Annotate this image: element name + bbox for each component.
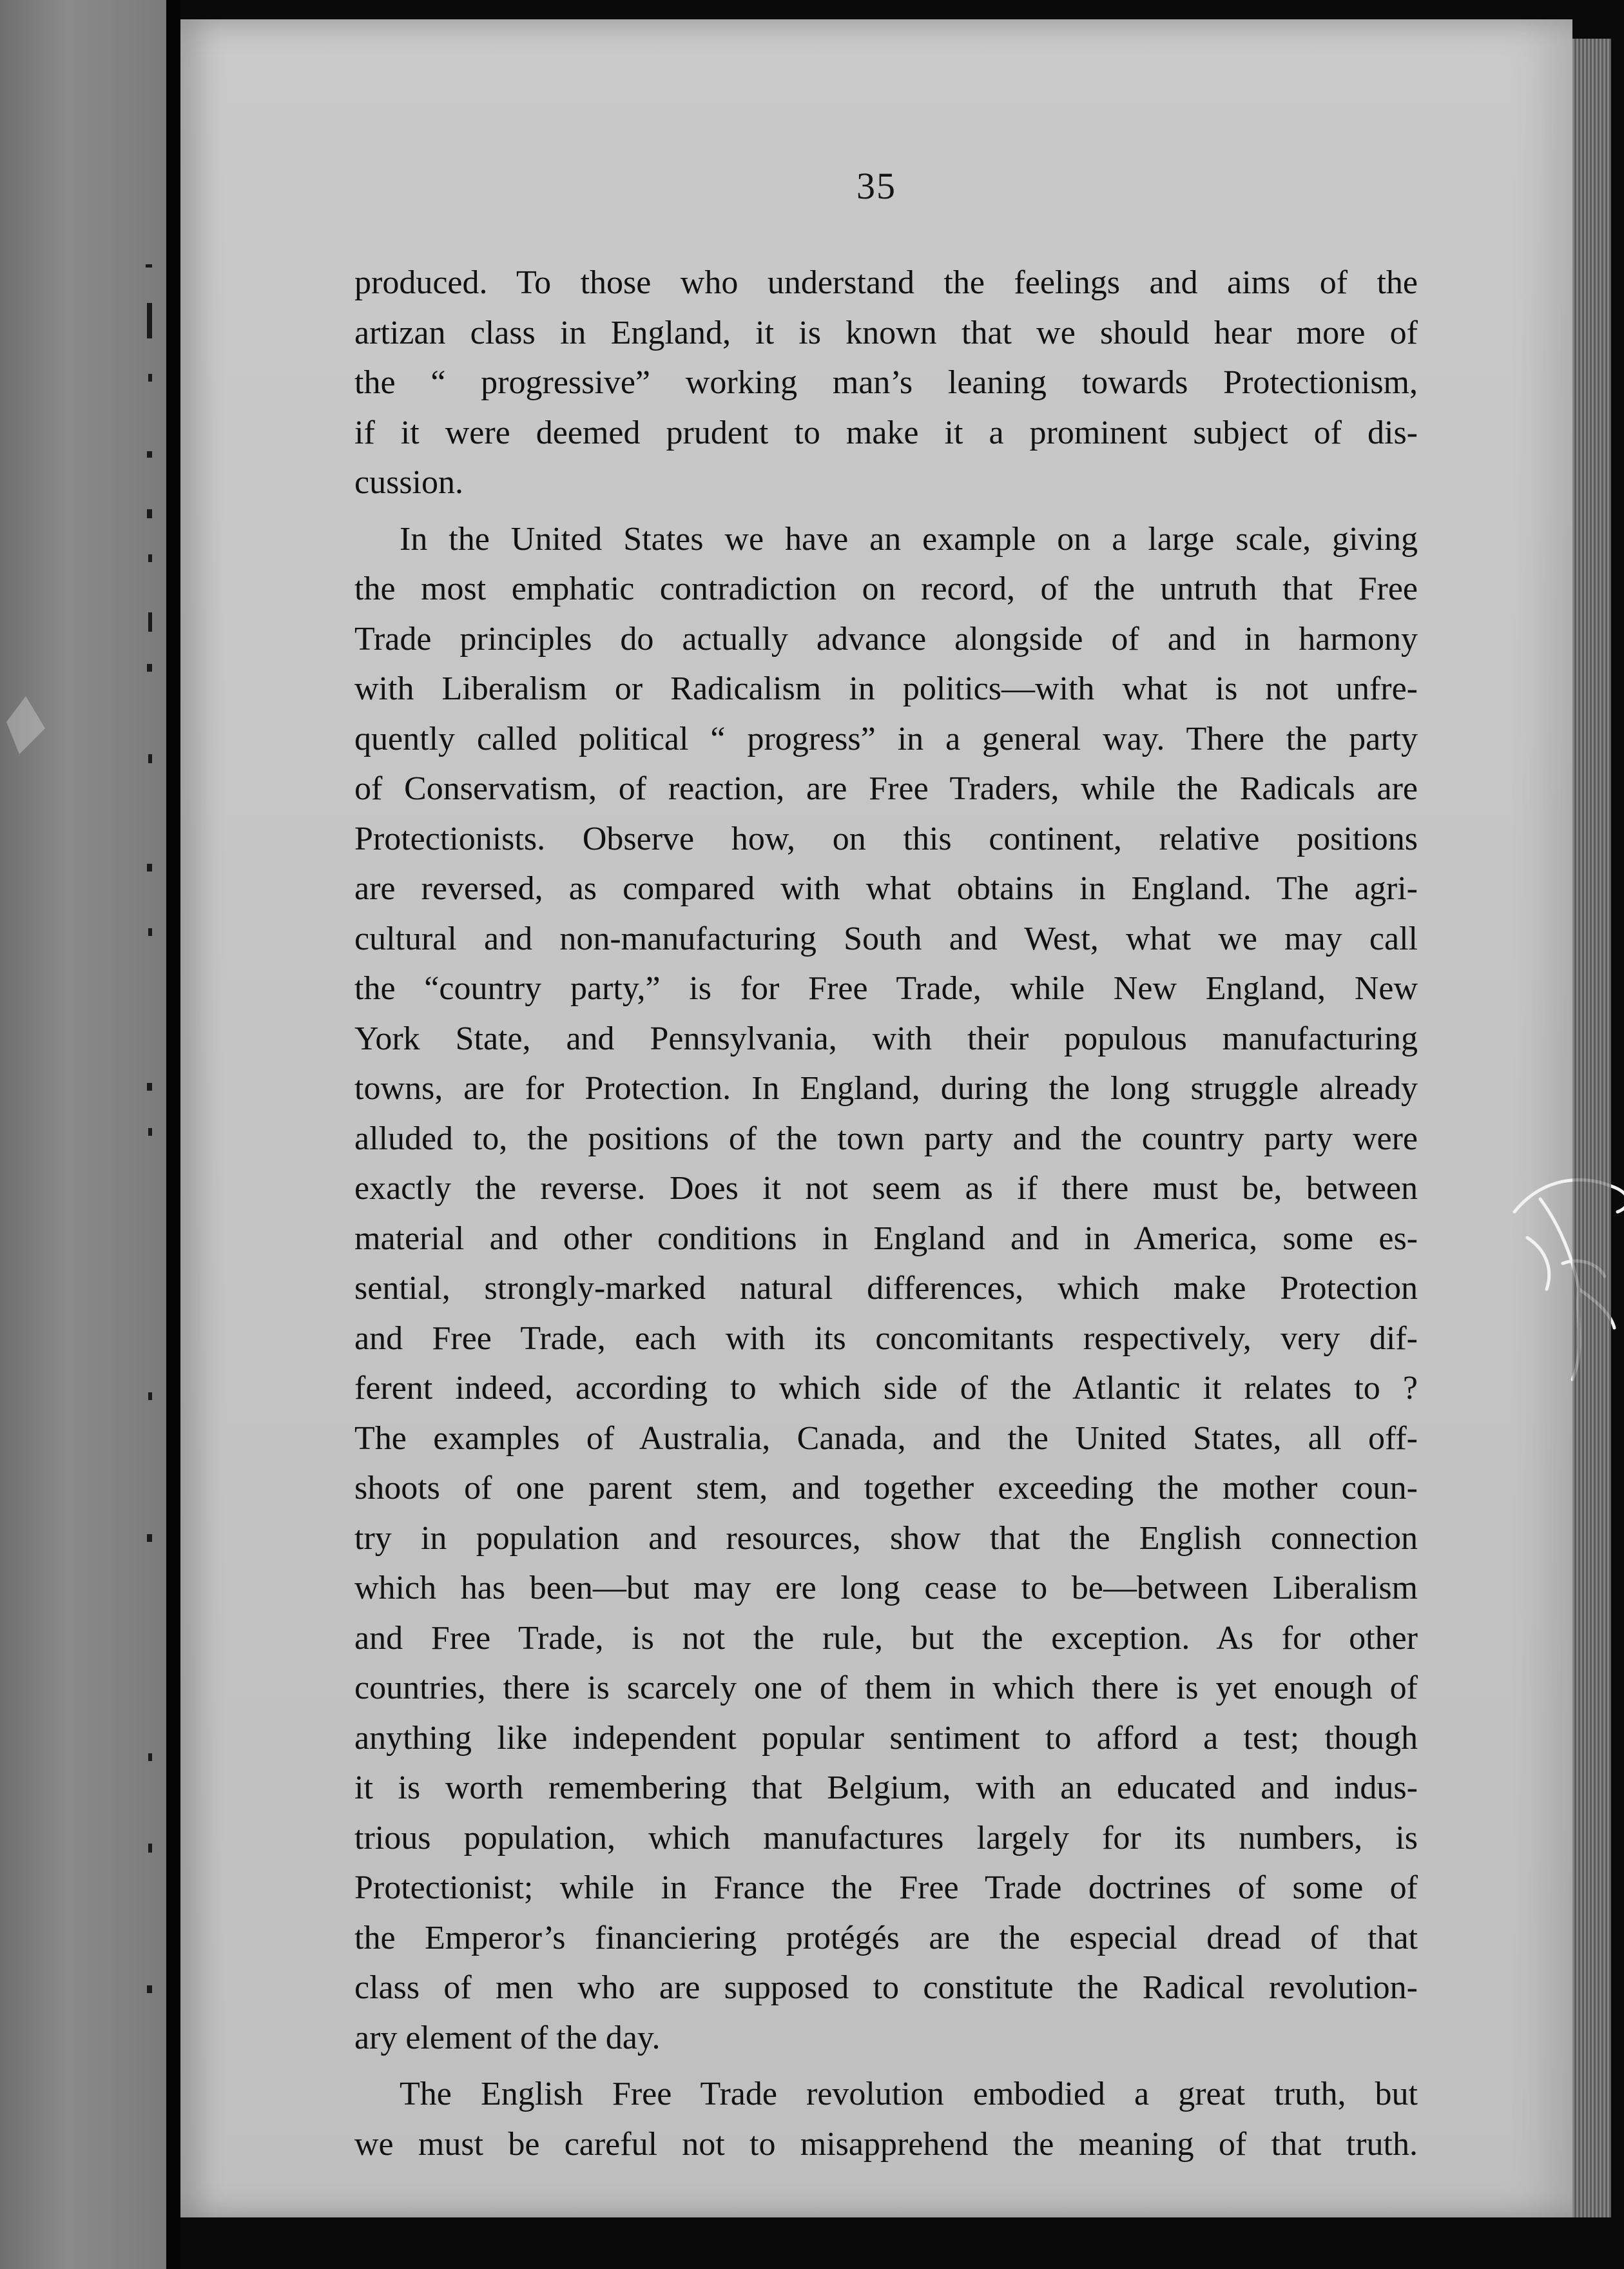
text-line: countries, there is scarcely one of them in which there is yet enough of xyxy=(354,1670,1418,1706)
text-line: class of men who are supposed to constitute the Radical revolution- xyxy=(354,1969,1418,2006)
book-gutter xyxy=(166,0,180,2269)
text-line: alluded to, the positions of the town party and the country party were xyxy=(354,1120,1418,1157)
text-line: the “country party,” is for Free Trade, while New England, New xyxy=(354,970,1418,1007)
text-line: trious population, which manufactures largely for its numbers, is xyxy=(354,1819,1418,1856)
page-number: 35 xyxy=(856,165,896,207)
text-line: The examples of Australia, Canada, and the United States, all off- xyxy=(354,1419,1418,1457)
paragraph xyxy=(354,2069,1418,2169)
text-line: artizan class in England, it is known that we should hear more of xyxy=(354,314,1418,351)
text-line: shoots of one parent stem, and together exceeding the mother coun- xyxy=(354,1470,1418,1506)
page-stack-edge xyxy=(1572,39,1611,2217)
text-line: Trade principles do actually advance alongside of and in harmony xyxy=(354,620,1418,657)
text-line: York State, and Pennsylvania, with their populous manufacturing xyxy=(354,1020,1418,1057)
text-line: produced. To those who understand the feelings and aims of the xyxy=(354,264,1418,301)
facing-page-edge xyxy=(0,0,166,2269)
text-line: In the United States we have an example on a large scale, giving xyxy=(400,520,1418,558)
book-page xyxy=(180,19,1572,2217)
paragraph xyxy=(354,258,1418,508)
paragraph-gap xyxy=(354,2063,1418,2069)
text-line: The English Free Trade revolution embodied a great truth, but xyxy=(400,2076,1418,2112)
text-line: if it were deemed prudent to make it a prominent subject of dis- xyxy=(354,414,1418,451)
text-line: and Free Trade, each with its concomitants respectively, very dif- xyxy=(354,1320,1418,1357)
paragraph-gap xyxy=(354,508,1418,514)
body-text xyxy=(354,258,1418,2169)
facing-page-marks xyxy=(0,0,166,2269)
text-line: material and other conditions in England and in America, some es- xyxy=(354,1220,1418,1257)
text-line: the Emperor’s financiering protégés are the especial dread of that xyxy=(354,1919,1418,1956)
text-line: ary element of the day. xyxy=(354,2019,661,2056)
text-line: are reversed, as compared with what obtains in England. The agri- xyxy=(354,870,1418,907)
text-line: the “ progressive” working man’s leaning towards Protectionism, xyxy=(354,364,1418,401)
text-line: we must be careful not to misapprehend the meaning of that truth. xyxy=(354,2125,1418,2163)
text-line: anything like independent popular sentiment to afford a test; though xyxy=(354,1719,1418,1757)
text-line: quently called political “ progress” in a general way. There the party xyxy=(354,720,1418,757)
text-line: try in population and resources, show that the English connection xyxy=(354,1519,1418,1557)
text-line: which has been—but may ere long cease to be—between Liberalism xyxy=(354,1570,1418,1606)
text-line: cultural and non-manufacturing South and West, what we may call xyxy=(354,920,1418,957)
text-line: the most emphatic contradiction on record, of the untruth that Free xyxy=(354,570,1418,607)
text-line: and Free Trade, is not the rule, but the exception. As for other xyxy=(354,1619,1418,1657)
text-line: exactly the reverse. Does it not seem as if there must be, between xyxy=(354,1170,1418,1207)
text-line: sential, strongly-marked natural differences, which make Protection xyxy=(354,1270,1418,1307)
text-line: with Liberalism or Radicalism in politics—with what is not unfre- xyxy=(354,670,1418,707)
text-line: ferent indeed, according to which side of the Atlantic it relates to ? xyxy=(354,1370,1418,1407)
text-line: Protectionists. Observe how, on this continent, relative positions xyxy=(354,820,1418,857)
text-line: cussion. xyxy=(354,464,463,501)
text-line: it is worth remembering that Belgium, with an educated and indus- xyxy=(354,1769,1418,1806)
paragraph xyxy=(354,514,1418,2063)
text-line: towns, are for Protection. In England, during the long struggle already xyxy=(354,1070,1418,1107)
text-line: of Conservatism, of reaction, are Free Traders, while the Radicals are xyxy=(354,770,1418,807)
text-line: Protectionist; while in France the Free Trade doctrines of some of xyxy=(354,1869,1418,1906)
